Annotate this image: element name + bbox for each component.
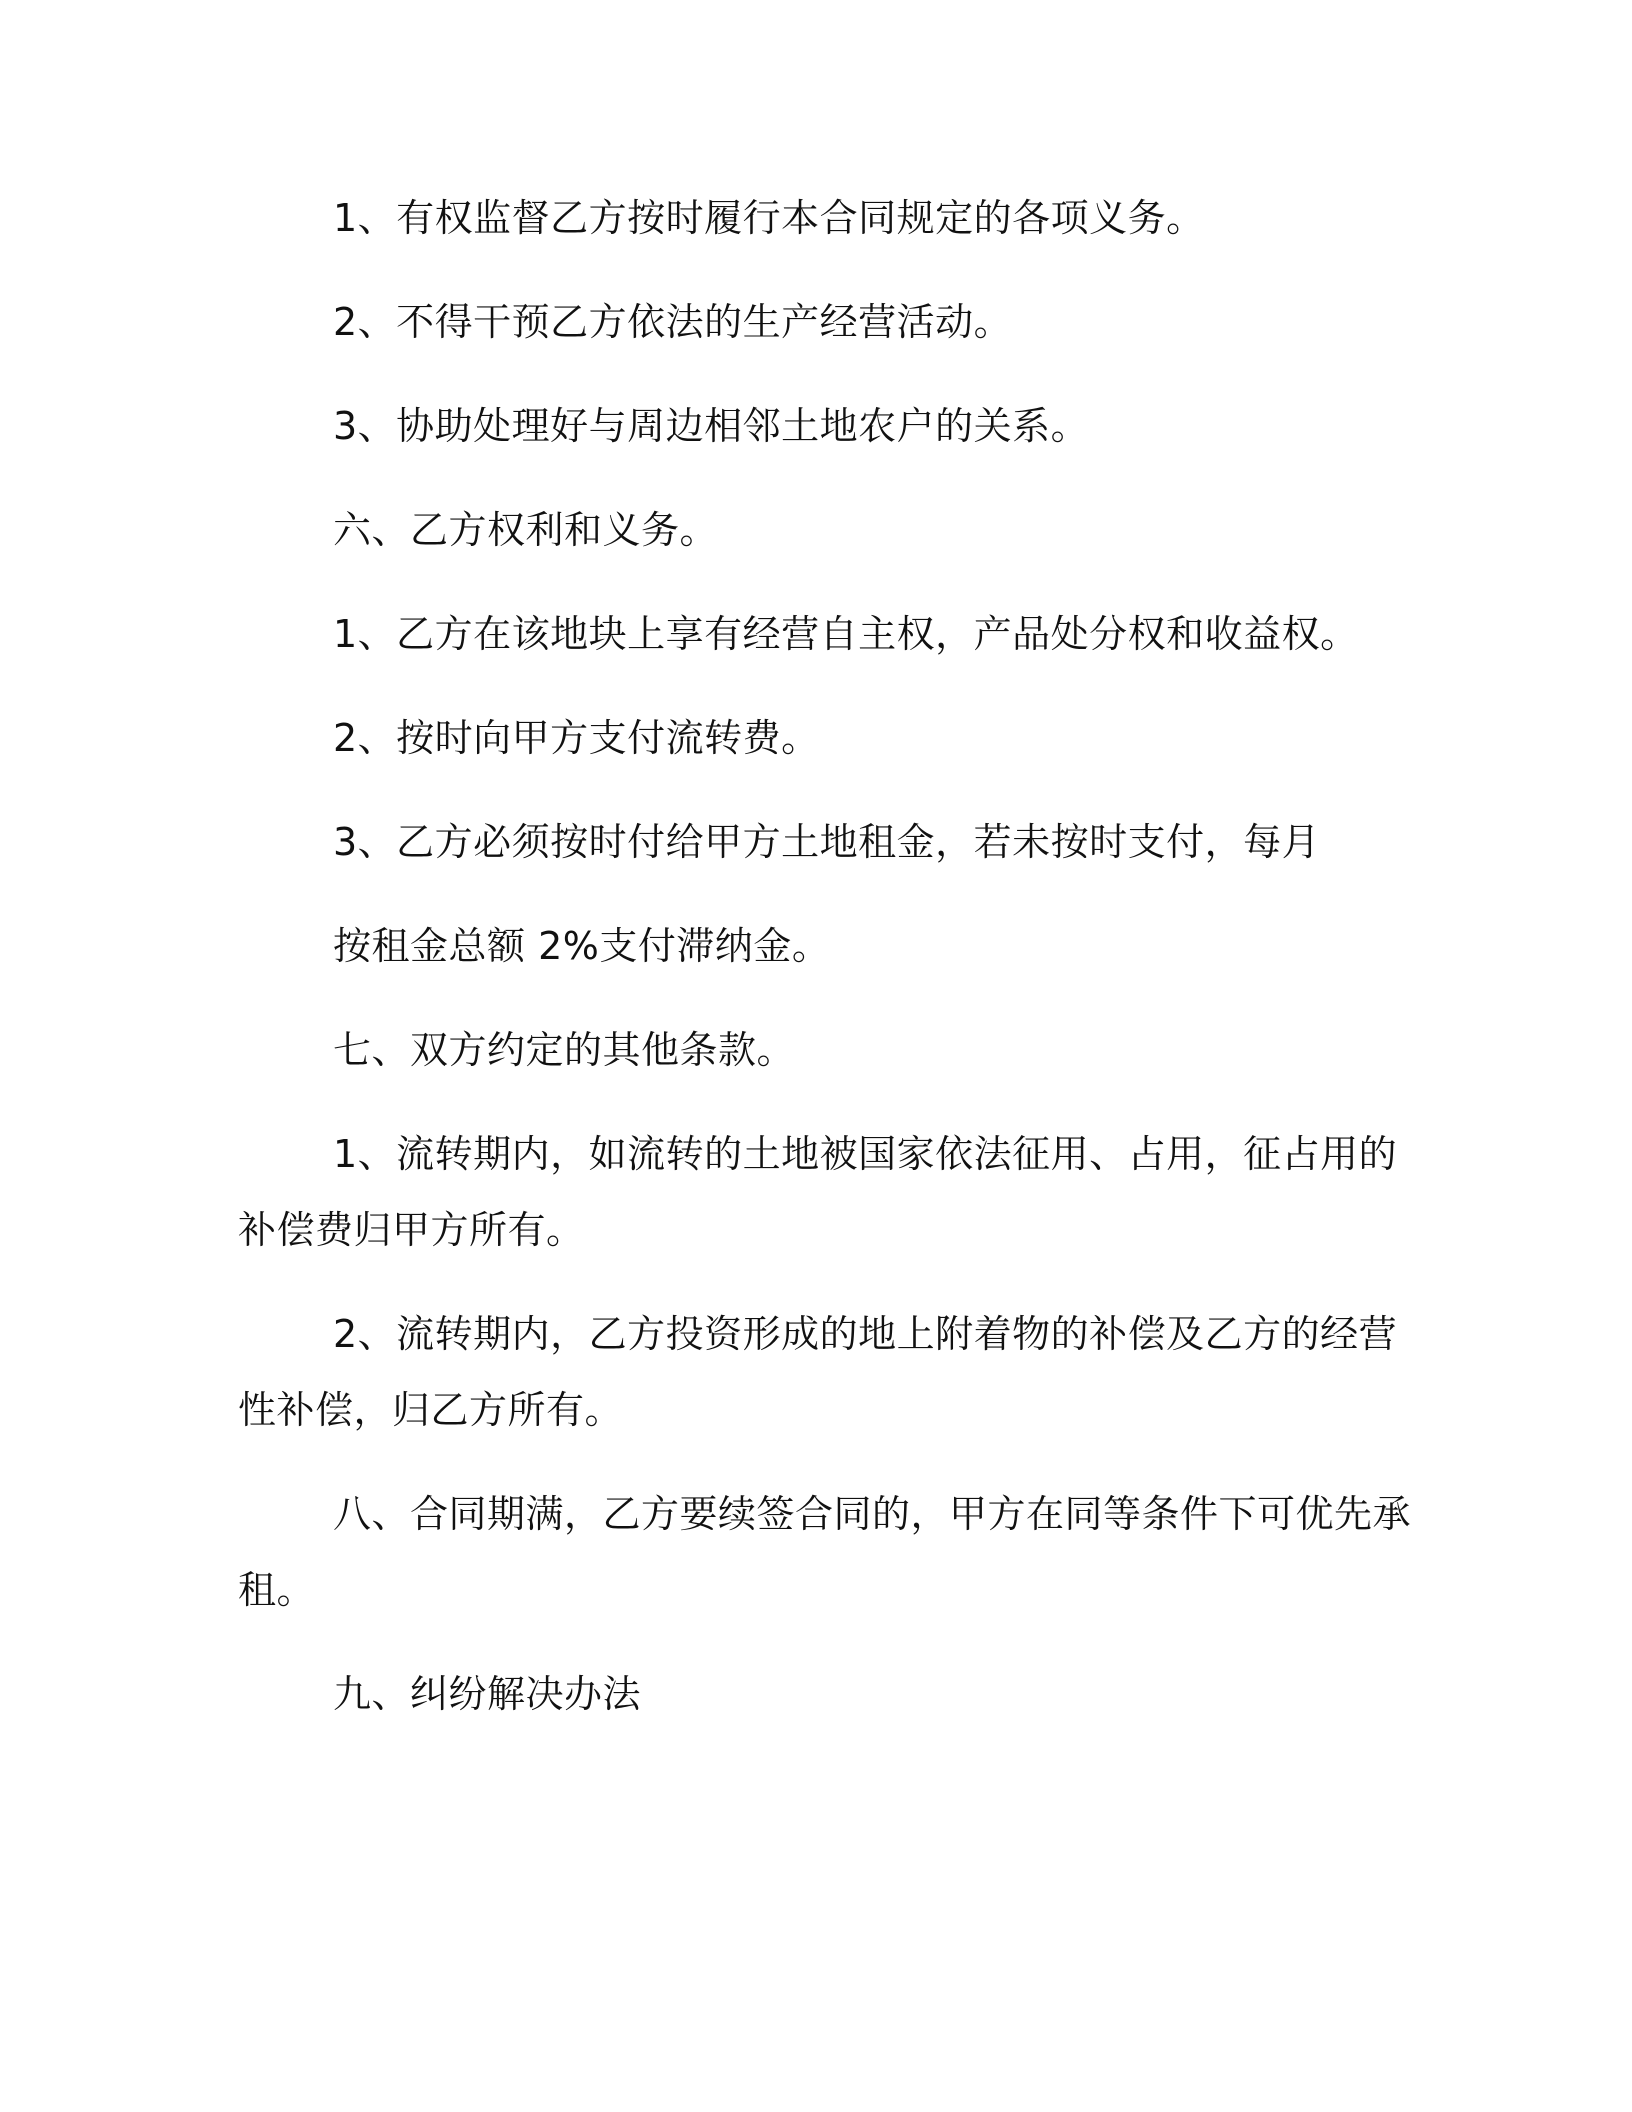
clause-line-4: 1、乙方在该地块上享有经营自主权，产品处分权和收益权。 [333, 612, 1359, 656]
clause-line-3: 3、协助处理好与周边相邻土地农户的关系。 [333, 404, 1090, 448]
clause-line-7: 1、流转期内，如流转的土地被国家依法征用、占用，征占用的 [333, 1132, 1398, 1176]
clause-line-8-continued: 性补偿，归乙方所有。 [238, 1388, 624, 1432]
clause-line-8: 2、流转期内，乙方投资形成的地上附着物的补偿及乙方的经营 [333, 1312, 1398, 1356]
section-heading-seven: 七、双方约定的其他条款。 [333, 1028, 796, 1072]
section-heading-eight: 八、合同期满，乙方要续签合同的，甲方在同等条件下可优先承 [333, 1492, 1412, 1536]
clause-line-6: 3、乙方必须按时付给甲方土地租金，若未按时支付，每月 [333, 820, 1321, 864]
clause-line-5: 2、按时向甲方支付流转费。 [333, 716, 820, 760]
clause-line-6-continued: 按租金总额 2%支付滞纳金。 [333, 924, 831, 968]
clause-line-2: 2、不得干预乙方依法的生产经营活动。 [333, 300, 1013, 344]
clause-line-7-continued: 补偿费归甲方所有。 [238, 1208, 585, 1252]
section-heading-six: 六、乙方权利和义务。 [333, 508, 719, 552]
section-heading-nine: 九、纠纷解决办法 [333, 1672, 642, 1716]
section-heading-eight-continued: 租。 [238, 1568, 316, 1612]
clause-line-1: 1、有权监督乙方按时履行本合同规定的各项义务。 [333, 196, 1205, 240]
